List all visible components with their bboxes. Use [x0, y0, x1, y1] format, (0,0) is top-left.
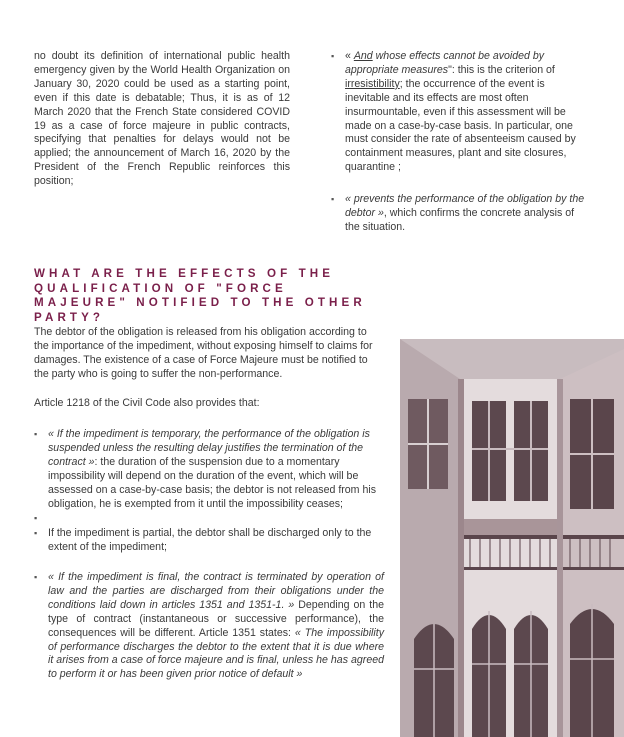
- bullet-marker-icon: ▪: [331, 194, 335, 204]
- article-intro: Article 1218 of the Civil Code also provides that:: [34, 397, 260, 409]
- right-bullet-1-text: « And whose effects cannot be avoided by appropriate measures": this is the criterion of irresistibility; the occurrence of the event is inevitable and its effects are most often insurmountable, even if this assessment will be made on a case-by-case basis. In particular, one must consider the rate of absenteeism caused by containment measures, plant and site closures, quarantine ;: [345, 50, 576, 174]
- courtyard-building-photo: [400, 339, 624, 737]
- right-bullet-2: [331, 193, 587, 235]
- effect-bullet-partial-text: If the impediment is partial, the debtor shall be discharged only to the extent of the impediment;: [48, 527, 372, 553]
- bullet-marker-icon: ▪: [34, 429, 38, 439]
- section-heading: WHAT ARE THE EFFECTS OF THE QUALIFICATION OF "FORCE MAJEURE" NOTIFIED TO THE OTHER PARTY?: [34, 267, 366, 324]
- right-bullet-2-text: « prevents the performance of the obligation by the debtor », which confirms the concrete analysis of the situation.: [345, 193, 585, 233]
- bullet-marker-icon: ▪: [331, 51, 335, 61]
- bullet-marker-icon: ▪: [34, 513, 38, 523]
- empty-bullet: [34, 512, 384, 525]
- effect-bullet-partial: [34, 527, 384, 555]
- right-bullet-1: [331, 50, 587, 175]
- bullet-marker-icon: ▪: [34, 528, 38, 538]
- effect-bullet-temporary-text: « If the impediment is temporary, the performance of the obligation is suspended unless the resulting delay justifies the termination of the contract »: the duration of the suspension due to a momentary impossibility will depend on the duration of the event, which will be assessed on a case-by-case basis; the debtor is not released from his obligation, he is exempted from it until the impossibility ceases;: [48, 428, 376, 510]
- effect-bullet-temporary: [34, 428, 384, 511]
- bullet-marker-icon: ▪: [34, 572, 38, 582]
- effect-bullet-final: [34, 571, 384, 682]
- effect-bullet-final-text: « If the impediment is final, the contract is terminated by operation of law and the parties are discharged from their obligations under the conditions laid down in articles 1351 and 1351-1. » Depending on the type of contract (instantaneous or successive performance), the consequences will be different. Article 1351 states: « The impossibility of performance discharges the debtor to the extent that it is due where it arises from a case of force majeure and is final, unless he has agreed to perform it or has been given prior notice of default »: [48, 571, 384, 681]
- intro-paragraph: The debtor of the obligation is released from his obligation according to the importance of the impediment, without exposing himself to claims for damages. The existence of a case of Force Majeure must be notified to the party who is going to suffer the non-performance.: [34, 326, 373, 380]
- left-top-paragraph: no doubt its definition of international public health emergency given by the World Health Organization on January 30, 2020 could be used as a starting point, even if this date is debatable; Thus, it is as of 12 March 2020 that the French State considered COVID 19 as a case of force majeure in public contracts, specifying that penalties for delays would not be applied; the announcement of March 16, 2020 by the President of the French Republic reinforces this position;: [34, 50, 290, 188]
